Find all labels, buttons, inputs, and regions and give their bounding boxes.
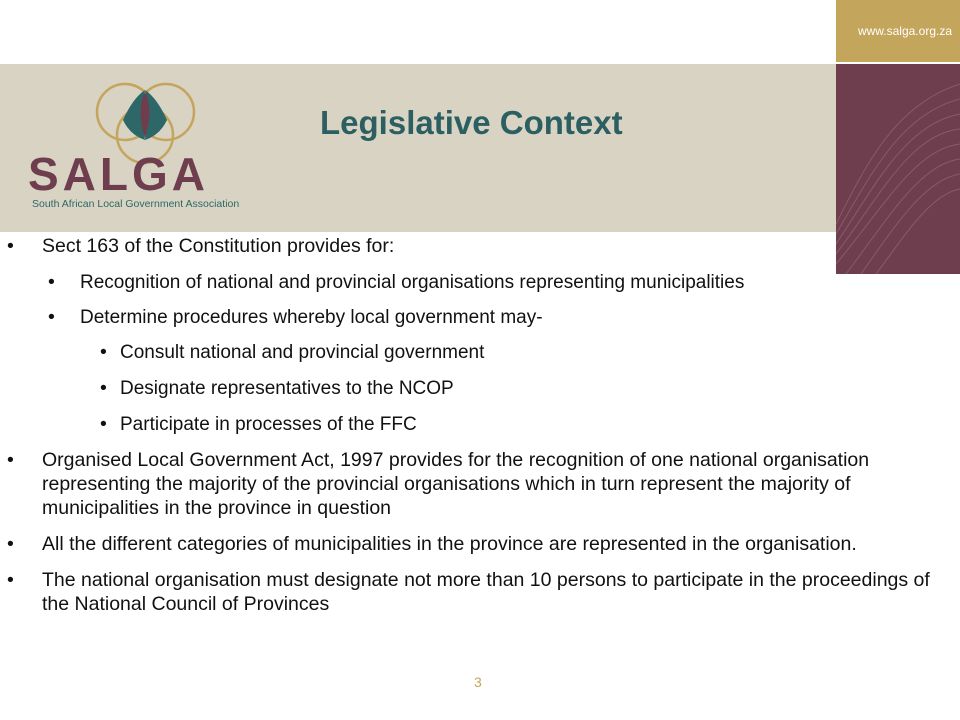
bullet-dot-icon: • bbox=[7, 449, 14, 471]
bullet-dot-icon: • bbox=[7, 569, 14, 591]
bullet-dot-icon: • bbox=[7, 533, 14, 555]
bullet-text: The national organisation must designate not more than 10 persons to participate in the proceedings of the National Council of Provinces bbox=[42, 569, 930, 615]
bullet-item bbox=[0, 448, 940, 520]
bullet-item bbox=[0, 532, 940, 556]
bullet-text: Organised Local Government Act, 1997 provides for the recognition of one national organisation representing the majority of the provincial organisations which in turn represent the majority of municipalities in the province in question bbox=[42, 449, 870, 519]
bullet-item bbox=[0, 234, 940, 258]
bullet-dot-icon: • bbox=[100, 341, 107, 363]
slide-title: Legislative Context bbox=[320, 104, 623, 141]
bullet-dot-icon: • bbox=[7, 235, 14, 257]
bullet-item bbox=[0, 270, 940, 295]
bullet-text: All the different categories of municipalities in the province are represented in the organisation. bbox=[42, 533, 857, 555]
url-box bbox=[836, 0, 960, 62]
bullet-list bbox=[0, 234, 940, 628]
bullet-item bbox=[0, 412, 940, 437]
logo-tagline: South African Local Government Association bbox=[32, 198, 240, 210]
logo-wordmark: SALGA bbox=[28, 148, 209, 200]
bullet-text: Participate in processes of the FFC bbox=[120, 414, 417, 435]
bullet-dot-icon: • bbox=[100, 413, 107, 435]
bullet-item bbox=[0, 376, 940, 401]
bullet-dot-icon: • bbox=[100, 377, 107, 399]
bullet-dot-icon: • bbox=[48, 306, 55, 328]
bullet-item bbox=[0, 568, 940, 616]
bullet-item bbox=[0, 305, 940, 330]
bullet-text: Designate representatives to the NCOP bbox=[120, 378, 454, 399]
bullet-text: Determine procedures whereby local government may- bbox=[80, 307, 543, 328]
page-number: 3 bbox=[474, 674, 482, 690]
website-url: www.salga.org.za bbox=[857, 24, 952, 38]
bullet-text: Recognition of national and provincial organisations representing municipalities bbox=[80, 272, 745, 293]
bullet-item bbox=[0, 340, 940, 365]
bullet-dot-icon: • bbox=[48, 271, 55, 293]
salga-logo bbox=[28, 80, 278, 212]
bullet-text: Consult national and provincial government bbox=[120, 342, 485, 363]
bullet-text: Sect 163 of the Constitution provides for: bbox=[42, 235, 395, 257]
